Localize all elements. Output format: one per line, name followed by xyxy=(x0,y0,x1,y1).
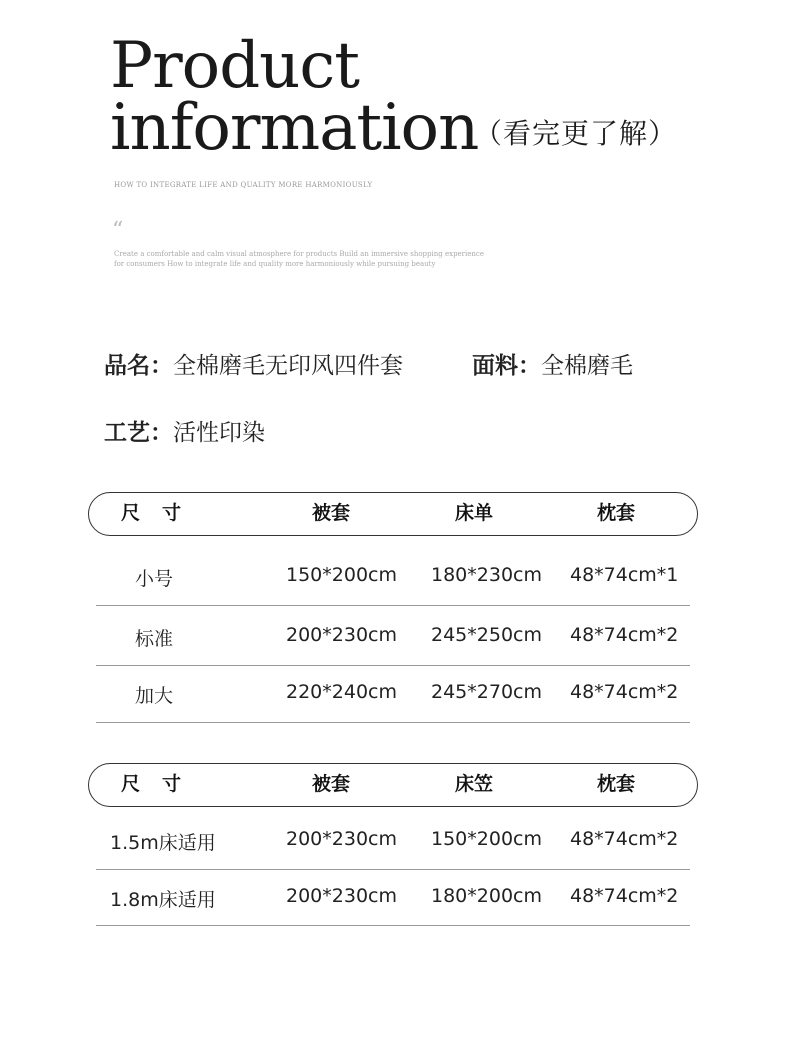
table1-header-pillowcase: 枕套 xyxy=(597,502,636,524)
table-cell-sheet: 180*230cm xyxy=(431,564,542,586)
table1-header xyxy=(88,492,698,536)
table-cell-pillowcase: 48*74cm*2 xyxy=(570,681,679,703)
title-line-2: information xyxy=(110,91,479,165)
table-cell-sheet: 245*270cm xyxy=(431,681,542,703)
description-text: Create a comfortable and calm visual atmosphere for products Build an immersive shopping experience for consumers How to integrate life and quality more harmoniously while pursuing beauty xyxy=(114,250,484,268)
spec-craft-label: 工艺： xyxy=(104,420,173,446)
table-cell-duvet: 220*240cm xyxy=(286,681,397,703)
subtitle: （看完更了解） xyxy=(474,117,678,150)
table-cell-size: 小号 xyxy=(135,568,174,590)
table-row xyxy=(96,666,690,723)
table-cell-sheet: 245*250cm xyxy=(431,624,542,646)
table-cell-fitted-sheet: 150*200cm xyxy=(431,828,542,850)
table-cell-fitted-sheet: 180*200cm xyxy=(431,885,542,907)
quote-mark-icon: “ xyxy=(112,218,124,243)
title-line-1: Product xyxy=(110,29,359,103)
spec-name-value: 全棉磨毛无印风四件套 xyxy=(173,353,403,379)
table2-header-fitted-sheet: 床笠 xyxy=(455,773,494,795)
table-row xyxy=(96,870,690,926)
spec-fabric xyxy=(472,347,633,380)
table-cell-duvet: 150*200cm xyxy=(286,564,397,586)
spec-craft-value: 活性印染 xyxy=(173,420,265,446)
table-row xyxy=(96,606,690,666)
table-row xyxy=(96,548,690,606)
table-cell-size: 1.8m床适用 xyxy=(110,889,216,911)
table1-header-duvet: 被套 xyxy=(312,502,351,524)
table-cell-duvet: 200*230cm xyxy=(286,624,397,646)
spec-fabric-value: 全棉磨毛 xyxy=(541,353,633,379)
table1-header-sheet: 床单 xyxy=(455,502,494,524)
table-cell-pillowcase: 48*74cm*2 xyxy=(570,828,679,850)
spec-fabric-label: 面料： xyxy=(472,353,541,379)
table-cell-pillowcase: 48*74cm*2 xyxy=(570,624,679,646)
table-cell-size: 加大 xyxy=(135,685,174,707)
table-row xyxy=(96,813,690,870)
table1-header-size: 尺寸 xyxy=(121,502,204,524)
table2-header-pillowcase: 枕套 xyxy=(597,773,636,795)
table-cell-duvet: 200*230cm xyxy=(286,885,397,907)
spec-craft xyxy=(104,414,265,447)
table-cell-pillowcase: 48*74cm*2 xyxy=(570,885,679,907)
spec-name-label: 品名： xyxy=(104,353,173,379)
table2-header xyxy=(88,763,698,807)
table-cell-size: 1.5m床适用 xyxy=(110,832,216,854)
tagline: HOW TO INTEGRATE LIFE AND QUALITY MORE HARMONIOUSLY xyxy=(114,181,373,189)
table-cell-duvet: 200*230cm xyxy=(286,828,397,850)
table-cell-size: 标准 xyxy=(135,628,174,650)
table2-header-size: 尺寸 xyxy=(121,773,204,795)
spec-product-name xyxy=(104,347,403,380)
table2-header-duvet: 被套 xyxy=(312,773,351,795)
table-cell-pillowcase: 48*74cm*1 xyxy=(570,564,679,586)
